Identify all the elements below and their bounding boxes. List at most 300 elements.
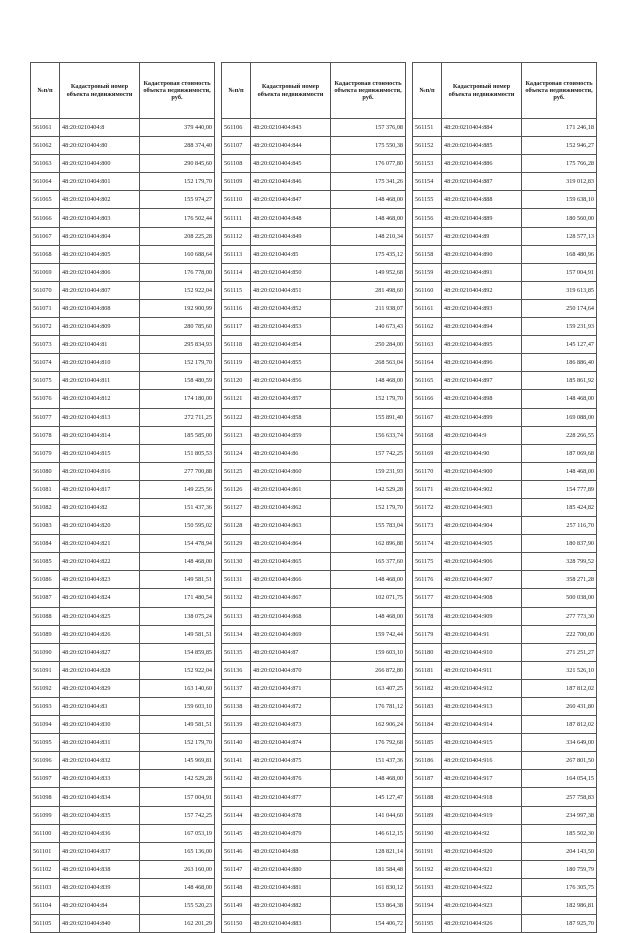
row-number: 561195	[413, 915, 442, 933]
row-number: 561087	[31, 589, 60, 607]
row-number: 561125	[222, 462, 251, 480]
table-row	[222, 372, 406, 390]
row-number: 561190	[413, 824, 442, 842]
cadastral-number: 48:20:0210404:905	[442, 535, 522, 553]
cadastral-number: 48:20:0210404:846	[251, 173, 331, 191]
table-row	[222, 915, 406, 933]
cadastral-value: 155 520,23	[140, 897, 215, 915]
table-row	[222, 806, 406, 824]
cadastral-number: 48:20:0210404:83	[60, 698, 140, 716]
cadastral-number: 48:20:0210404:895	[442, 336, 522, 354]
cadastral-number: 48:20:0210404:869	[251, 625, 331, 643]
table-row	[222, 480, 406, 498]
table-row	[413, 299, 597, 317]
cadastral-number: 48:20:0210404:914	[442, 716, 522, 734]
table-row	[31, 679, 215, 697]
cadastral-number: 48:20:0210404:871	[251, 679, 331, 697]
row-number: 561192	[413, 860, 442, 878]
cadastral-value: 157 742,25	[140, 806, 215, 824]
table-row	[31, 173, 215, 191]
cadastral-value: 176 502,44	[140, 209, 215, 227]
row-number: 561084	[31, 535, 60, 553]
table-row	[31, 698, 215, 716]
cadastral-value: 185 585,00	[140, 426, 215, 444]
cadastral-number: 48:20:0210404:805	[60, 245, 140, 263]
cadastral-value: 157 376,08	[331, 119, 406, 137]
cadastral-value: 358 271,28	[522, 571, 597, 589]
cadastral-number: 48:20:0210404:923	[442, 897, 522, 915]
cadastral-value: 328 799,52	[522, 553, 597, 571]
cadastral-number: 48:20:0210404:908	[442, 589, 522, 607]
cadastral-number: 48:20:0210404:828	[60, 661, 140, 679]
cadastral-table-3	[412, 62, 597, 933]
cadastral-value: 152 179,70	[140, 734, 215, 752]
row-number: 561105	[31, 915, 60, 933]
cadastral-value: 158 480,59	[140, 372, 215, 390]
row-number: 561119	[222, 354, 251, 372]
row-number: 561111	[222, 209, 251, 227]
cadastral-value: 152 922,04	[140, 661, 215, 679]
cadastral-number: 48:20:0210404:916	[442, 752, 522, 770]
cadastral-number: 48:20:0210404:917	[442, 770, 522, 788]
header-num: №п/п	[413, 63, 442, 119]
cadastral-number: 48:20:0210404:861	[251, 480, 331, 498]
row-number: 561077	[31, 408, 60, 426]
cadastral-number: 48:20:0210404:850	[251, 263, 331, 281]
table-row	[222, 752, 406, 770]
cadastral-number: 48:20:0210404:863	[251, 517, 331, 535]
cadastral-value: 234 997,38	[522, 806, 597, 824]
cadastral-value: 321 526,10	[522, 661, 597, 679]
row-number: 561097	[31, 770, 60, 788]
cadastral-value: 145 969,81	[140, 752, 215, 770]
cadastral-value: 272 711,25	[140, 408, 215, 426]
cadastral-value: 146 612,15	[331, 824, 406, 842]
row-number: 561149	[222, 897, 251, 915]
cadastral-value: 152 179,70	[140, 173, 215, 191]
header-num: №п/п	[31, 63, 60, 119]
cadastral-value: 334 649,00	[522, 734, 597, 752]
cadastral-number: 48:20:0210404:920	[442, 842, 522, 860]
table-row	[31, 878, 215, 896]
row-number: 561122	[222, 408, 251, 426]
cadastral-value: 319 012,83	[522, 173, 597, 191]
cadastral-number: 48:20:0210404:909	[442, 607, 522, 625]
cadastral-value: 157 004,91	[140, 788, 215, 806]
cadastral-value: 211 938,07	[331, 299, 406, 317]
row-number: 561068	[31, 245, 60, 263]
row-number: 561089	[31, 625, 60, 643]
row-number: 561063	[31, 155, 60, 173]
cadastral-value: 168 480,96	[522, 245, 597, 263]
cadastral-number: 48:20:0210404:807	[60, 281, 140, 299]
cadastral-number: 48:20:0210404:859	[251, 426, 331, 444]
cadastral-value: 148 468,00	[140, 553, 215, 571]
cadastral-number: 48:20:0210404:86	[251, 444, 331, 462]
row-number: 561174	[413, 535, 442, 553]
cadastral-number: 48:20:0210404:838	[60, 860, 140, 878]
cadastral-value: 148 468,00	[522, 390, 597, 408]
cadastral-value: 257 758,83	[522, 788, 597, 806]
row-number: 561139	[222, 716, 251, 734]
table-row	[31, 607, 215, 625]
table-row	[31, 535, 215, 553]
table-row	[413, 589, 597, 607]
cadastral-number: 48:20:0210404:823	[60, 571, 140, 589]
row-number: 561178	[413, 607, 442, 625]
table-row	[222, 498, 406, 516]
row-number: 561159	[413, 263, 442, 281]
cadastral-number: 48:20:0210404:837	[60, 842, 140, 860]
row-number: 561142	[222, 770, 251, 788]
row-number: 561062	[31, 137, 60, 155]
cadastral-value: 155 891,40	[331, 408, 406, 426]
cadastral-value: 280 785,60	[140, 318, 215, 336]
table-row	[31, 553, 215, 571]
table-row	[222, 589, 406, 607]
table-row	[222, 535, 406, 553]
cadastral-value: 155 974,27	[140, 191, 215, 209]
row-number: 561193	[413, 878, 442, 896]
cadastral-number: 48:20:0210404:872	[251, 698, 331, 716]
cadastral-value: 152 922,04	[140, 281, 215, 299]
table-row	[31, 643, 215, 661]
cadastral-value: 169 088,00	[522, 408, 597, 426]
table-row	[31, 263, 215, 281]
row-number: 561182	[413, 679, 442, 697]
cadastral-number: 48:20:0210404:848	[251, 209, 331, 227]
cadastral-value: 250 284,00	[331, 336, 406, 354]
row-number: 561112	[222, 227, 251, 245]
cadastral-value: 142 529,28	[331, 480, 406, 498]
row-number: 561194	[413, 897, 442, 915]
cadastral-value: 154 406,72	[331, 915, 406, 933]
table-row	[413, 263, 597, 281]
row-number: 561126	[222, 480, 251, 498]
cadastral-value: 151 437,36	[331, 752, 406, 770]
cadastral-value: 271 251,27	[522, 643, 597, 661]
row-number: 561181	[413, 661, 442, 679]
table-row	[413, 245, 597, 263]
cadastral-number: 48:20:0210404:826	[60, 625, 140, 643]
table-row	[413, 426, 597, 444]
row-number: 561141	[222, 752, 251, 770]
cadastral-value: 319 613,85	[522, 281, 597, 299]
cadastral-number: 48:20:0210404:82	[60, 498, 140, 516]
header-cadastral-number: Кадастровый номер объекта недвижимости	[60, 63, 140, 119]
table-row	[413, 336, 597, 354]
cadastral-number: 48:20:0210404:829	[60, 679, 140, 697]
cadastral-number: 48:20:0210404:889	[442, 209, 522, 227]
row-number: 561076	[31, 390, 60, 408]
row-number: 561180	[413, 643, 442, 661]
row-number: 561091	[31, 661, 60, 679]
cadastral-number: 48:20:0210404:855	[251, 354, 331, 372]
table-row	[31, 842, 215, 860]
row-number: 561070	[31, 281, 60, 299]
cadastral-value: 208 225,28	[140, 227, 215, 245]
row-number: 561117	[222, 318, 251, 336]
row-number: 561165	[413, 372, 442, 390]
table-row	[31, 661, 215, 679]
cadastral-number: 48:20:0210404:912	[442, 679, 522, 697]
cadastral-value: 295 834,93	[140, 336, 215, 354]
table-row	[413, 155, 597, 173]
row-number: 561131	[222, 571, 251, 589]
cadastral-number: 48:20:0210404:877	[251, 788, 331, 806]
row-number: 561074	[31, 354, 60, 372]
row-number: 561101	[31, 842, 60, 860]
cadastral-value: 149 225,56	[140, 480, 215, 498]
row-number: 561170	[413, 462, 442, 480]
cadastral-number: 48:20:0210404:822	[60, 553, 140, 571]
cadastral-value: 153 864,38	[331, 897, 406, 915]
table-row	[31, 824, 215, 842]
table-row	[31, 517, 215, 535]
cadastral-value: 171 480,54	[140, 589, 215, 607]
row-number: 561134	[222, 625, 251, 643]
cadastral-number: 48:20:0210404:864	[251, 535, 331, 553]
row-number: 561082	[31, 498, 60, 516]
cadastral-number: 48:20:0210404:911	[442, 661, 522, 679]
cadastral-value: 290 845,60	[140, 155, 215, 173]
cadastral-value: 176 077,80	[331, 155, 406, 173]
cadastral-value: 281 498,60	[331, 281, 406, 299]
table-row	[222, 679, 406, 697]
cadastral-number: 48:20:0210404:880	[251, 860, 331, 878]
cadastral-value: 148 468,00	[331, 770, 406, 788]
cadastral-value: 288 374,40	[140, 137, 215, 155]
cadastral-value: 128 821,14	[331, 842, 406, 860]
table-row	[413, 571, 597, 589]
cadastral-number: 48:20:0210404:904	[442, 517, 522, 535]
table-row	[31, 354, 215, 372]
cadastral-number: 48:20:0210404:845	[251, 155, 331, 173]
row-number: 561146	[222, 842, 251, 860]
row-number: 561176	[413, 571, 442, 589]
cadastral-number: 48:20:0210404:867	[251, 589, 331, 607]
cadastral-value: 185 502,30	[522, 824, 597, 842]
cadastral-number: 48:20:0210404:814	[60, 426, 140, 444]
row-number: 561183	[413, 698, 442, 716]
table-row	[222, 209, 406, 227]
row-number: 561171	[413, 480, 442, 498]
row-number: 561065	[31, 191, 60, 209]
table-row	[413, 372, 597, 390]
row-number: 561140	[222, 734, 251, 752]
row-number: 561061	[31, 119, 60, 137]
table-row	[222, 553, 406, 571]
table-row	[413, 607, 597, 625]
header-cadastral-number: Кадастровый номер объекта недвижимости	[251, 63, 331, 119]
table-row	[31, 119, 215, 137]
row-number: 561095	[31, 734, 60, 752]
cadastral-number: 48:20:0210404:897	[442, 372, 522, 390]
row-number: 561163	[413, 336, 442, 354]
cadastral-value: 263 160,00	[140, 860, 215, 878]
row-number: 561086	[31, 571, 60, 589]
row-number: 561172	[413, 498, 442, 516]
cadastral-value: 185 424,82	[522, 498, 597, 516]
cadastral-value: 379 440,00	[140, 119, 215, 137]
cadastral-number: 48:20:0210404:809	[60, 318, 140, 336]
row-number: 561106	[222, 119, 251, 137]
row-number: 561133	[222, 607, 251, 625]
cadastral-number: 48:20:0210404:899	[442, 408, 522, 426]
cadastral-value: 140 673,43	[331, 318, 406, 336]
table-row	[222, 173, 406, 191]
cadastral-value: 149 581,51	[140, 571, 215, 589]
cadastral-value: 171 246,18	[522, 119, 597, 137]
header-num: №п/п	[222, 63, 251, 119]
cadastral-number: 48:20:0210404:879	[251, 824, 331, 842]
row-number: 561090	[31, 643, 60, 661]
cadastral-number: 48:20:0210404:81	[60, 336, 140, 354]
header-cadastral-value: Кадастровая стоимость объекта недвижимости, руб.	[522, 63, 597, 119]
table-row	[413, 408, 597, 426]
table-row	[222, 245, 406, 263]
cadastral-number: 48:20:0210404:802	[60, 191, 140, 209]
cadastral-value: 180 837,90	[522, 535, 597, 553]
table-row	[222, 318, 406, 336]
table-row	[222, 716, 406, 734]
row-number: 561072	[31, 318, 60, 336]
row-number: 561179	[413, 625, 442, 643]
cadastral-number: 48:20:0210404:857	[251, 390, 331, 408]
header-cadastral-value: Кадастровая стоимость объекта недвижимости, руб.	[331, 63, 406, 119]
row-number: 561169	[413, 444, 442, 462]
cadastral-value: 162 896,88	[331, 535, 406, 553]
cadastral-value: 163 140,60	[140, 679, 215, 697]
table-row	[31, 806, 215, 824]
table-row	[413, 752, 597, 770]
cadastral-number: 48:20:0210404:815	[60, 444, 140, 462]
cadastral-number: 48:20:0210404:813	[60, 408, 140, 426]
table-row	[413, 824, 597, 842]
cadastral-value: 157 004,91	[522, 263, 597, 281]
cadastral-number: 48:20:0210404:803	[60, 209, 140, 227]
table-row	[31, 625, 215, 643]
row-number: 561152	[413, 137, 442, 155]
cadastral-number: 48:20:0210404:858	[251, 408, 331, 426]
row-number: 561184	[413, 716, 442, 734]
cadastral-number: 48:20:0210404:868	[251, 607, 331, 625]
table-row	[413, 173, 597, 191]
row-number: 561167	[413, 408, 442, 426]
table-row	[222, 444, 406, 462]
cadastral-value: 159 231,93	[331, 462, 406, 480]
row-number: 561145	[222, 824, 251, 842]
cadastral-value: 180 759,79	[522, 860, 597, 878]
cadastral-value: 165 136,00	[140, 842, 215, 860]
cadastral-value: 181 584,48	[331, 860, 406, 878]
table-row	[31, 299, 215, 317]
cadastral-number: 48:20:0210404:900	[442, 462, 522, 480]
row-number: 561144	[222, 806, 251, 824]
table-row	[222, 788, 406, 806]
row-number: 561189	[413, 806, 442, 824]
row-number: 561150	[222, 915, 251, 933]
table-row	[413, 661, 597, 679]
cadastral-value: 228 266,55	[522, 426, 597, 444]
row-number: 561073	[31, 336, 60, 354]
cadastral-value: 148 468,00	[331, 607, 406, 625]
row-number: 561155	[413, 191, 442, 209]
cadastral-number: 48:20:0210404:883	[251, 915, 331, 933]
cadastral-value: 500 038,00	[522, 589, 597, 607]
cadastral-value: 176 305,75	[522, 878, 597, 896]
table-row	[222, 408, 406, 426]
table-row	[31, 281, 215, 299]
cadastral-number: 48:20:0210404:875	[251, 752, 331, 770]
cadastral-value: 186 886,40	[522, 354, 597, 372]
cadastral-number: 48:20:0210404:862	[251, 498, 331, 516]
row-number: 561110	[222, 191, 251, 209]
cadastral-number: 48:20:0210404:84	[60, 897, 140, 915]
cadastral-number: 48:20:0210404:87	[251, 643, 331, 661]
cadastral-number: 48:20:0210404:824	[60, 589, 140, 607]
row-number: 561114	[222, 263, 251, 281]
table-row	[413, 860, 597, 878]
cadastral-number: 48:20:0210404:894	[442, 318, 522, 336]
cadastral-value: 277 700,88	[140, 462, 215, 480]
cadastral-number: 48:20:0210404:919	[442, 806, 522, 824]
cadastral-value: 165 377,60	[331, 553, 406, 571]
cadastral-value: 142 529,28	[140, 770, 215, 788]
table-row	[31, 915, 215, 933]
table-row	[413, 227, 597, 245]
table-row	[31, 209, 215, 227]
cadastral-number: 48:20:0210404:810	[60, 354, 140, 372]
cadastral-number: 48:20:0210404:891	[442, 263, 522, 281]
cadastral-number: 48:20:0210404:811	[60, 372, 140, 390]
table-row	[413, 897, 597, 915]
table-row	[31, 408, 215, 426]
cadastral-value: 204 143,50	[522, 842, 597, 860]
row-number: 561185	[413, 734, 442, 752]
cadastral-number: 48:20:0210404:918	[442, 788, 522, 806]
table-row	[31, 155, 215, 173]
cadastral-value: 162 906,24	[331, 716, 406, 734]
cadastral-value: 150 595,02	[140, 517, 215, 535]
cadastral-value: 159 638,10	[522, 191, 597, 209]
cadastral-number: 48:20:0210404:903	[442, 498, 522, 516]
cadastral-value: 266 872,80	[331, 661, 406, 679]
row-number: 561098	[31, 788, 60, 806]
cadastral-value: 138 075,24	[140, 607, 215, 625]
table-row	[222, 336, 406, 354]
table-row	[222, 426, 406, 444]
table-row	[31, 390, 215, 408]
row-number: 561161	[413, 299, 442, 317]
table-row	[222, 878, 406, 896]
cadastral-number: 48:20:0210404:827	[60, 643, 140, 661]
cadastral-number: 48:20:0210404:878	[251, 806, 331, 824]
cadastral-value: 154 859,85	[140, 643, 215, 661]
table-row	[222, 354, 406, 372]
row-number: 561132	[222, 589, 251, 607]
table-row	[413, 770, 597, 788]
cadastral-number: 48:20:0210404:852	[251, 299, 331, 317]
row-number: 561130	[222, 553, 251, 571]
row-number: 561096	[31, 752, 60, 770]
row-number: 561107	[222, 137, 251, 155]
row-number: 561080	[31, 462, 60, 480]
row-number: 561100	[31, 824, 60, 842]
cadastral-value: 268 563,04	[331, 354, 406, 372]
table-row	[413, 444, 597, 462]
cadastral-value: 159 742,44	[331, 625, 406, 643]
